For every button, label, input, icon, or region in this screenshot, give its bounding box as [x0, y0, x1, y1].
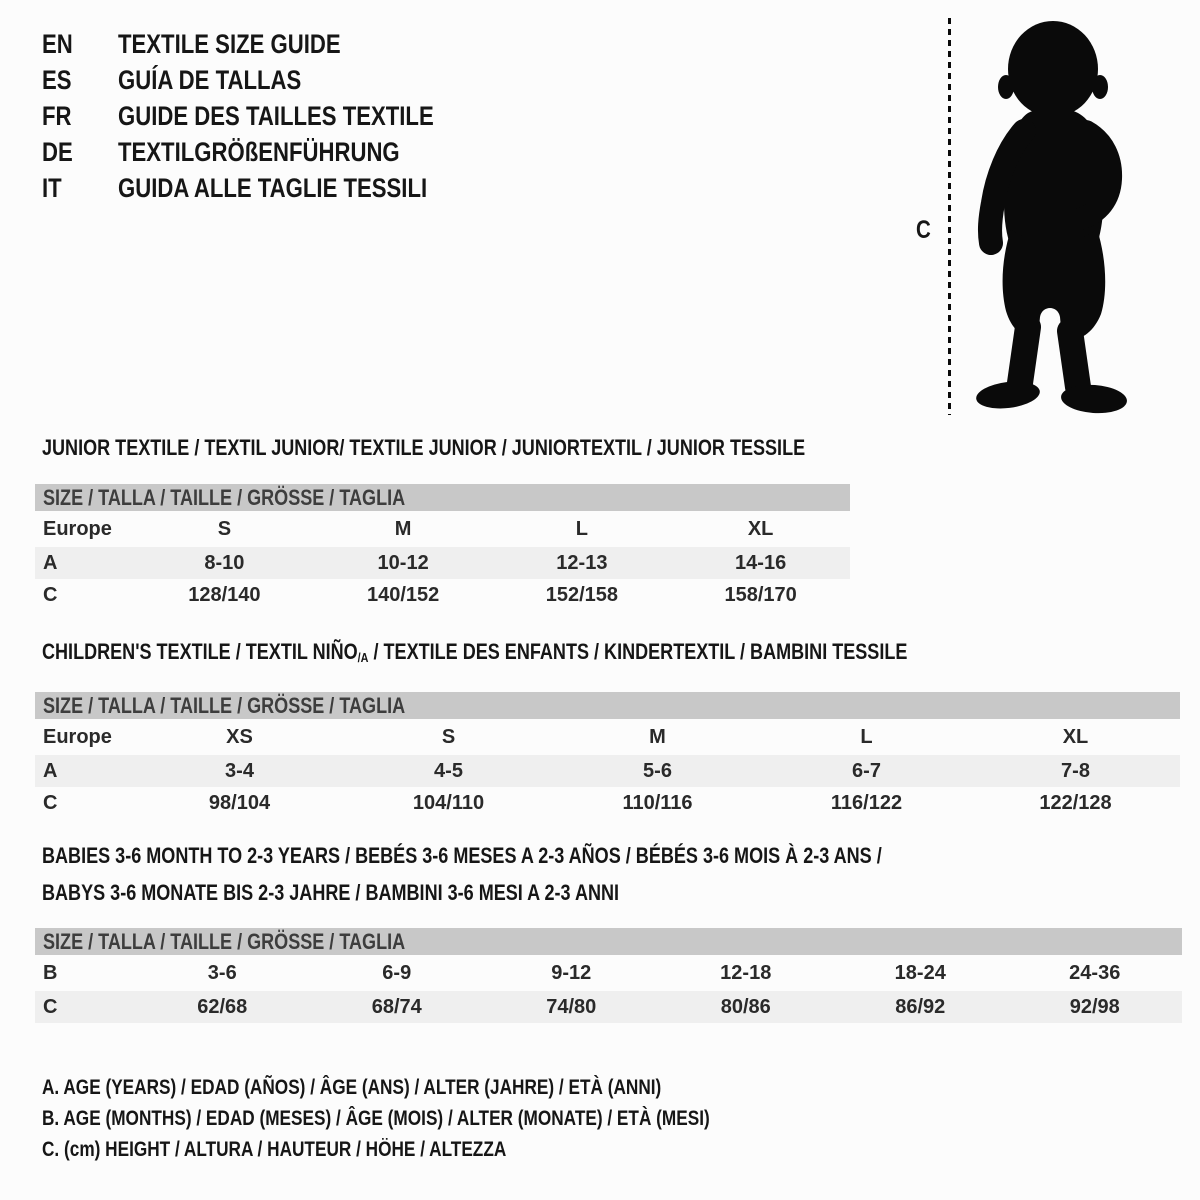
language-code-text: IT — [42, 173, 62, 203]
legend-text: A. AGE (YEARS) / EDAD (AÑOS) / ÂGE (ANS) / ALTER (JAHRE) / ETÀ (ANNI) — [42, 1076, 662, 1099]
table-cell: 7-8 — [1061, 760, 1090, 782]
language-code — [42, 62, 118, 98]
section-title-text — [42, 429, 805, 466]
language-row — [42, 26, 503, 62]
table-cell: 12-13 — [556, 552, 608, 574]
language-guide-title: GUIDA ALLE TAGLIE TESSILI — [118, 173, 428, 203]
height-measure-dashed-line — [948, 18, 951, 415]
language-code-text: ES — [42, 65, 72, 95]
row-label: A — [43, 552, 58, 574]
row-label: C — [43, 584, 58, 606]
table-cell: 62/68 — [197, 996, 248, 1018]
column-header: L — [575, 518, 588, 540]
row-label: A — [43, 760, 58, 782]
table-cell: 24-36 — [1069, 962, 1121, 984]
legend-text: B. AGE (MONTHS) / EDAD (MESES) / ÂGE (MOIS) / ALTER (MONATE) / ETÀ (MESI) — [42, 1107, 710, 1130]
table-cell: 92/98 — [1069, 996, 1120, 1018]
legend-text: C. (cm) HEIGHT / ALTURA / HAUTEUR / HÖHE / ALTEZZA — [42, 1138, 507, 1161]
table-cell: 86/92 — [895, 996, 946, 1018]
column-header: XL — [1062, 726, 1089, 748]
section-title-line — [42, 633, 1097, 670]
toddler-silhouette-icon — [966, 17, 1131, 417]
row-label: C — [43, 792, 58, 814]
babies-section-title — [42, 837, 1066, 911]
table-row — [35, 787, 1180, 819]
table-cell: 110/116 — [622, 792, 693, 814]
table-cell: 8-10 — [204, 552, 245, 574]
section-title-text — [42, 874, 619, 911]
table-row — [35, 755, 1180, 787]
babies-size-table — [35, 928, 1182, 1023]
language-guide-title: GUIDE DES TAILLES TEXTILE — [118, 101, 434, 131]
table-header-row — [35, 511, 850, 547]
section-title-line — [42, 429, 973, 466]
section-title-line — [42, 837, 1066, 874]
table-cell: 3-4 — [225, 760, 254, 782]
language-title-list — [42, 26, 503, 206]
legend-line — [42, 1103, 856, 1134]
language-row — [42, 170, 503, 206]
table-cell: 14-16 — [735, 552, 787, 574]
size-header-text: SIZE / TALLA / TAILLE / GRÖSSE / TAGLIA — [43, 929, 406, 954]
table-cell: 68/74 — [371, 996, 422, 1018]
size-header-bar — [35, 928, 1182, 955]
column-header: S — [217, 518, 232, 540]
language-code — [42, 134, 118, 170]
legend-line — [42, 1072, 856, 1103]
column-header: M — [649, 726, 666, 748]
row-label: C — [43, 996, 58, 1018]
measure-legend — [42, 1072, 856, 1165]
table-cell: 80/86 — [720, 996, 771, 1018]
children-size-table — [35, 692, 1180, 819]
table-cell: 116/122 — [830, 792, 903, 814]
language-code — [42, 170, 118, 206]
language-row — [42, 62, 503, 98]
size-header-bar — [35, 484, 850, 511]
section-title-part: BABYS 3-6 MONATE BIS 2-3 JAHRE / BAMBINI 3-6 MESI A 2-3 ANNI — [42, 880, 620, 905]
column-header: L — [860, 726, 873, 748]
legend-line — [42, 1134, 856, 1165]
table-row — [35, 955, 1182, 991]
table-cell: 10-12 — [377, 552, 429, 574]
language-guide-title: GUÍA DE TALLAS — [118, 65, 302, 95]
language-code-text: FR — [42, 101, 72, 131]
column-header: M — [394, 518, 412, 540]
language-code-text: EN — [42, 29, 73, 59]
size-header-bar — [35, 692, 1180, 719]
language-row — [42, 98, 503, 134]
table-cell: 122/128 — [1039, 792, 1112, 814]
section-title-part: / TEXTILE DES ENFANTS / KINDERTEXTIL / BAMBINI TESSILE — [368, 639, 908, 664]
section-title-part: JUNIOR TEXTILE / TEXTIL JUNIOR/ TEXTILE JUNIOR / JUNIORTEXTIL / JUNIOR TESSILE — [42, 435, 806, 460]
language-guide-title: TEXTILE SIZE GUIDE — [118, 29, 341, 59]
children-section-title — [42, 633, 1097, 670]
table-cell: 18-24 — [894, 962, 946, 984]
table-cell: 5-6 — [643, 760, 672, 782]
language-guide-title: TEXTILGRÖßENFÜHRUNG — [118, 137, 400, 167]
table-cell: 9-12 — [551, 962, 592, 984]
table-cell: 128/140 — [188, 584, 261, 606]
junior-section-title — [42, 429, 973, 466]
language-code — [42, 26, 118, 62]
region-label: Europe — [43, 726, 112, 748]
size-header-text: SIZE / TALLA / TAILLE / GRÖSSE / TAGLIA — [43, 693, 406, 718]
section-title-line — [42, 874, 1066, 911]
table-header-row — [35, 719, 1180, 755]
column-header: XL — [747, 518, 774, 540]
section-title-subscript: /A — [357, 650, 369, 665]
row-label: B — [43, 962, 58, 984]
table-row — [35, 579, 850, 611]
region-label: Europe — [43, 518, 112, 540]
table-cell: 158/170 — [724, 584, 797, 606]
table-cell: 3-6 — [207, 962, 237, 984]
table-cell: 4-5 — [434, 760, 463, 782]
table-row — [35, 991, 1182, 1023]
table-cell: 12-18 — [720, 962, 772, 984]
table-row — [35, 547, 850, 579]
table-cell: 98/104 — [208, 792, 271, 814]
language-code-text: DE — [42, 137, 73, 167]
section-title-text — [42, 633, 907, 673]
height-measure-label: C — [916, 216, 931, 244]
size-header-text: SIZE / TALLA / TAILLE / GRÖSSE / TAGLIA — [43, 485, 406, 510]
language-code — [42, 98, 118, 134]
section-title-part: CHILDREN'S TEXTILE / TEXTIL NIÑO — [42, 639, 358, 664]
table-cell: 6-9 — [382, 962, 412, 984]
table-cell: 152/158 — [545, 584, 619, 606]
table-cell: 104/110 — [412, 792, 485, 814]
junior-size-table — [35, 484, 850, 611]
section-title-part: BABIES 3-6 MONTH TO 2-3 YEARS / BEBÉS 3-6 MESES A 2-3 AÑOS / BÉBÉS 3-6 MOIS À 2-3 ANS / — [42, 843, 882, 868]
table-cell: 6-7 — [852, 760, 881, 782]
column-header: S — [441, 726, 456, 748]
section-title-text — [42, 837, 882, 874]
language-row — [42, 134, 503, 170]
table-cell: 74/80 — [546, 996, 597, 1018]
table-cell: 140/152 — [366, 584, 440, 606]
column-header: XS — [226, 726, 253, 748]
